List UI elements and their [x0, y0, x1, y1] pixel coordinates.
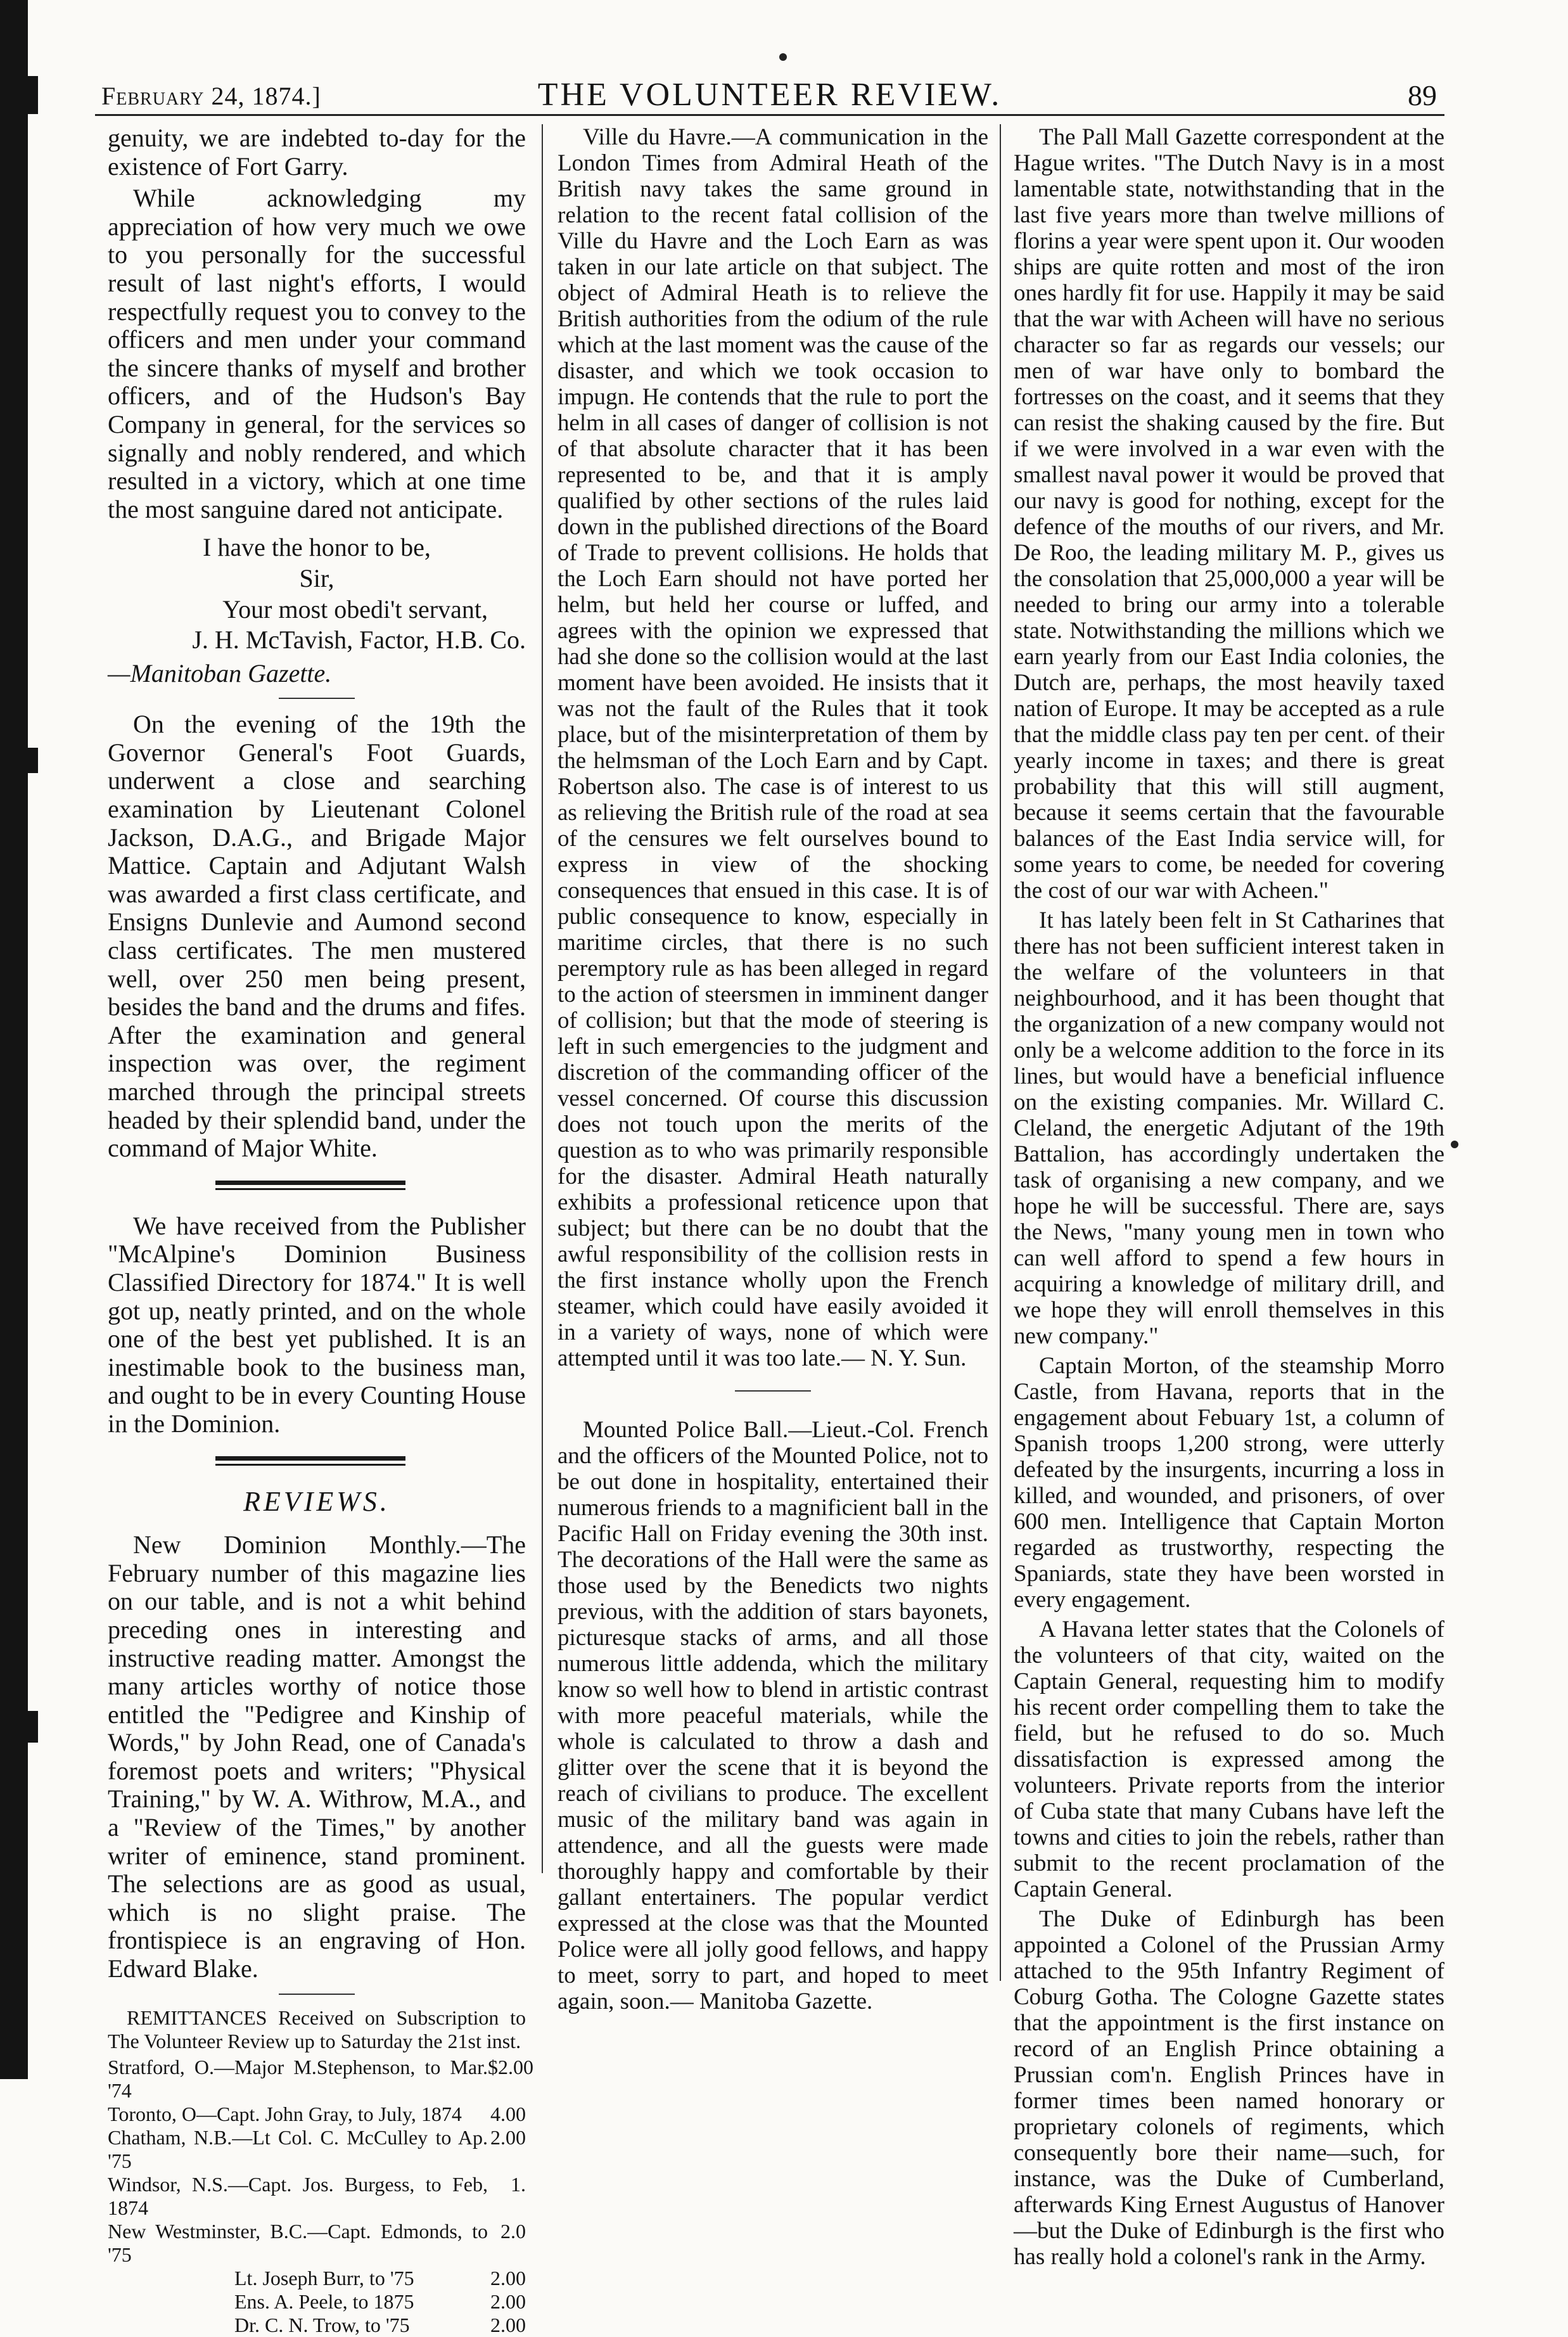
- section-rule: [279, 698, 355, 699]
- letter-paragraph: While acknowledging my appreciation of how very much we owe to you personally for the successful result of last night's efforts, I would respectfully request you to convey to the officers and men under your command the sincere thanks of myself and brother officers, and of the Hudson's Bay Company in general, for the services so signally and nobly rendered, and which resulted in a victory, which at one time the most sanguine dared not anticipate.: [108, 184, 526, 523]
- foot-guards-article: On the evening of the 19th the Governor General's Foot Guards, underwent a close and searching examination by Lieutenant Colonel Jackson, D.A.G., and Brigade Major Mattice. Captain and Adjutant Walsh was awarded a first class certificate, and Ensigns Dunlevie and Aumond second class certificates. The men mustered well, over 250 men being present, besides the band and the drums and fifes. After the examination and general inspection was over, the regiment marched through the principal streets headed by their splendid band, under the command of Major White.: [108, 710, 526, 1163]
- remittances-intro: REMITTANCES Received on Subscription to The Volunteer Review up to Saturday the 21st inst.: [108, 2006, 526, 2052]
- letter-salutation: Sir,: [299, 563, 335, 592]
- police-ball-article: Mounted Police Ball.—Lieut.-Col. French and the officers of the Mounted Police, not to be out done in hospitality, entertained their numerous friends to a magnificient ball in the Pacific Hall on Friday evening the 30th inst. The decorations of the Hall were the same as those used by the Benedicts two nights previous, with the addition of stars bayonets, picturesque stacks of arms, and all those numerous little addenda, which the military know so well how to blend in artistic contrast with more peaceful materials, while the whole is calculated to throw a dash and glitter over the scene that it is beyond the reach of civilians to produce. The excellent music of the military band was again in attendence, and all the guests were made thoroughly happy and comfortable by their gallant entertainers. The popular verdict expressed at the close was that the Mounted Police were all jolly good fellows, and happy to meet, sorry to part, and hoped to meet again, soon.— Manitoba Gazette.: [558, 1417, 988, 2014]
- remittance-row: Windsor, N.S.—Capt. Jos. Burgess, to Feb, 1874 1.: [108, 2172, 526, 2219]
- letter-closing: I have the honor to be,: [203, 533, 431, 562]
- scan-edge-notch: [28, 76, 38, 114]
- ville-du-havre-article: Ville du Havre.—A communication in the London Times from Admiral Heath of the British navy takes the same ground in relation to the recent fatal collision of the Ville du Havre and the Loch Earn as was taken in our late article on that subject. The object of Admiral Heath is to relieve the British authorities from the odium of the rule which at the last moment was the cause of the disaster, and which we took occasion to impugn. He contends that the rule to port the helm in all cases of danger of collision is not of that absolute character that it has been represented to be, and that it is amply qualified by other sections of the rules laid down in the published directions of the Board of Trade to prevent collisions. He holds that the Loch Earn should not have ported her helm, but held her course or luffed, and agrees with the opinion we expressed that had she done so the collision would at the last moment have been avoided. He insists that it was not the fault of the Rules that it took place, but of the misinterpretation of them by the helmsman of the Loch Earn and by Capt. Robertson also. The case is of interest to us as relieving the British rule of the road at sea of the censures we felt ourselves bound to express in view of the shocking consequences that ensued in this case. It is of public consequence to know, especially in maritime circles, that there is no such peremptory rule as has been alleged in regard to the action of steersmen in imminent danger of collision; but that the mode of steering is left in such emergencies to the judgment and discretion of the commanding officer of the vessel concerned. Of course this discussion does not touch upon the merits of the question as to who was primarily responsible for the disaster. Admiral Heath naturally exhibits a professional reticence upon that subject; but there can be no doubt that the awful responsibility of the collision rests in the first instance wholly upon the French steamer, which could have easily avoided it in a variety of ways, none of which were attempted until it was too late.— N. Y. Sun.: [558, 124, 988, 1371]
- header-date: February 24, 1874.]: [101, 82, 321, 110]
- column-2: [558, 124, 988, 2018]
- remittance-row: Stratford, O.—Major M.Stephenson, to Mar. '74 $2.00: [108, 2055, 533, 2102]
- st-catharines-article: It has lately been felt in St Catharines that there has not been sufficient interest taken in the welfare of the volunteers in that neighbourhood, and it has been thought that the organization of a new company would not only be a welcome addition to the force in its lines, but would have a beneficial influence on the existing companies. Mr. Willard C. Cleland, the energetic Adjutant of the 19th Battalion, has accordingly undertaken the task of organising a new company, and we hope he will be successful. There are, says the News, "many young men in town who can well afford to spend a few hours in acquiring a knowledge of military drill, and we hope they will enroll themselves in this new company.": [1014, 907, 1444, 1349]
- havana-article: A Havana letter states that the Colonels of the volunteers of that city, waited on the Captain General, requesting him to modify his recent order compelling them to take the field, but he refused to do so. Much dissatisfaction is expressed among the volunteers. Private reports from the interior of Cuba state that many Cubans have left the towns and cities to join the rebels, rather than submit to the recent proclamation of the Captain General.: [1014, 1617, 1444, 1902]
- morro-castle-article: Captain Morton, of the steamship Morro Castle, from Havana, reports that in the engagement about Febuary 1st, a column of Spanish troops 1,200 strong, were utterly defeated by the insurgents, incurring a loss in killed, and wounded, and prisoners, of over 600 men. Intelligence that Captain Morton regarded as trustworthy, respecting the Spaniards, state they have been worsted in every engagement.: [1014, 1353, 1444, 1613]
- remittance-row: Ens. A. Peele, to 1875 2.00: [234, 2289, 526, 2313]
- column-1: [108, 124, 533, 2337]
- remittances-list: [108, 2006, 533, 2337]
- scan-edge-notch: [28, 1711, 38, 1743]
- scan-speck: [1451, 1141, 1458, 1148]
- page-number: 89: [1408, 79, 1437, 112]
- letter-signature: J. H. McTavish, Factor, H.B. Co.: [192, 625, 526, 655]
- letter-continuation: genuity, we are indebted to-day for the existence of Fort Garry.: [108, 124, 526, 181]
- reviews-heading: REVIEWS.: [243, 1485, 390, 1517]
- remittance-row: New Westminster, B.C.—Capt. Edmonds, to '75 2.0: [108, 2219, 526, 2266]
- header-title: THE VOLUNTEER REVIEW.: [537, 77, 1002, 113]
- scan-edge-notch: [28, 748, 38, 773]
- pall-mall-article: The Pall Mall Gazette correspondent at the Hague writes. "The Dutch Navy is in a most lamentable state, notwithstanding that in the last five years more than twelve millions of florins a year were spent upon it. Our wooden ships are quite rotten and most of the iron ones hardly fit for use. Happily it may be said that the war with Acheen will have no serious character so far as regards our vessels; our men of war have only to bombard the fortresses on the coast, and it seems that they can resist the shaking caused by the fire. But if we were involved in a war even with the smallest naval power it would be proved that our navy is good for nothing, except for the defence of the mouths of our rivers, and Mr. De Roo, the leading military M. P., gives us the consolation that 25,000,000 a year will be needed to bring our army into a tolerable state. Notwithstanding the millions which we earn yearly from our East India colonies, the Dutch are, perhaps, the most heavily taxed nation of Europe. It may be accepted as a rule that the middle class pay ten per cent. of their yearly income in taxes; and there is great probability that this will still augment, because it seems certain that the favourable balances of the East India service will, for some years to come, be needed for covering the cost of our war with Acheen.": [1014, 124, 1444, 904]
- letter-servant: Your most obedi't servant,: [222, 594, 488, 624]
- section-divider: [108, 1449, 526, 1474]
- column-rule: [1000, 124, 1001, 1981]
- remittance-row: Dr. C. N. Trow, to '75 2.00: [234, 2313, 526, 2336]
- page-header: [95, 70, 1444, 116]
- column-rule: [542, 124, 543, 1873]
- section-divider: [108, 1173, 526, 1198]
- remittance-row: Toronto, O—Capt. John Gray, to July, 1874 4.00: [108, 2102, 526, 2125]
- scan-edge-bar: [0, 0, 28, 2079]
- letter-source: —Manitoban Gazette.: [108, 658, 332, 688]
- edinburgh-article: The Duke of Edinburgh has been appointed a Colonel of the Prussian Army attached to the 95th Infantry Regiment of Coburg Gotha. The Cologne Gazette states that the appointment is the first instance on record of an English Prince obtaining a Prussian com'n. English Princes have in former times been named honorary or proprietary colonels of regiments, which consequently bore their name—such, for instance, was the Duke of Cumberland, afterwards King Ernest Augustus of Hanover—but the Duke of Edinburgh is the first who has really hold a colonel's rank in the Army.: [1014, 1906, 1444, 2270]
- remittance-row: Lt. Joseph Burr, to '75 2.00: [234, 2266, 526, 2289]
- remittance-row: Chatham, N.B.—Lt Col. C. McCulley to Ap. '75 2.00: [108, 2125, 526, 2172]
- scan-speck: [779, 53, 787, 61]
- section-rule: [735, 1390, 811, 1392]
- new-dominion-review: New Dominion Monthly.—The February number of this magazine lies on our table, and is not a whit behind preceding ones in interesting and instructive reading matter. Amongst the many articles worthy of notice those entitled the "Pedigree and Kinship of Words," by John Read, one of Canada's foremost poets and writers; "Physical Training," by W. A. Withrow, M.A., and a "Review of the Times," by another writer of eminence, stand prominent. The selections are as good as usual, which is no slight praise. The frontispiece is an engraving of Hon. Edward Blake.: [108, 1530, 526, 1983]
- column-3: [1014, 124, 1444, 2274]
- section-rule: [279, 1994, 355, 1995]
- mcalpine-article: We have received from the Publisher "McAlpine's Dominion Business Classified Directory for 1874." It is well got up, neatly printed, and on the whole one of the best yet published. It is an inestimable book to the business man, and ought to be in every Counting House in the Dominion.: [108, 1211, 526, 1438]
